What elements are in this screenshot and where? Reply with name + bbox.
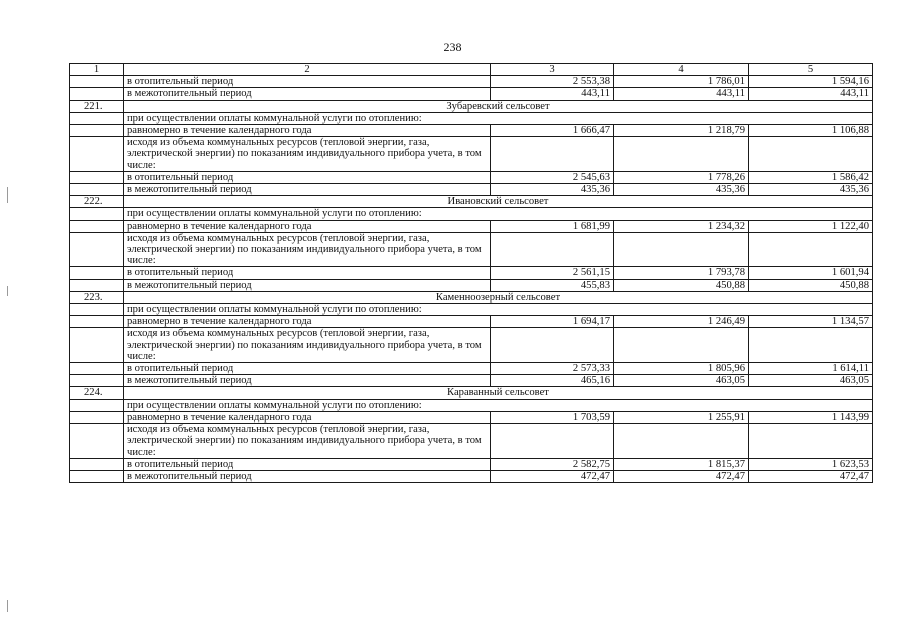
value-empty	[614, 232, 749, 267]
table-row	[70, 279, 873, 291]
section-row	[70, 100, 873, 112]
value-empty	[491, 137, 614, 172]
value-col-4: 1 805,96	[614, 363, 749, 375]
value-col-3: 465,16	[491, 375, 614, 387]
table-row	[70, 171, 873, 183]
note-row	[70, 112, 873, 124]
multiline-row	[70, 232, 873, 267]
row-number-empty	[70, 208, 124, 220]
row-number-empty	[70, 399, 124, 411]
row-label: исходя из объема коммунальных ресурсов (тепловой энергии, газа, электрической энергии) по показаниям индивидуального прибора учета, в том числе:	[124, 232, 491, 267]
header-row	[70, 64, 873, 76]
margin-mark	[7, 187, 8, 203]
row-number-empty	[70, 316, 124, 328]
note-row	[70, 304, 873, 316]
row-label: равномерно в течение календарного года	[124, 316, 491, 328]
row-number-empty	[70, 137, 124, 172]
value-col-3: 2 561,15	[491, 267, 614, 279]
value-col-4: 1 246,49	[614, 316, 749, 328]
multiline-row	[70, 137, 873, 172]
value-col-3: 1 703,59	[491, 411, 614, 423]
table-row	[70, 184, 873, 196]
row-number-empty	[70, 328, 124, 363]
value-col-4: 1 234,32	[614, 220, 749, 232]
row-label: в отопительный период	[124, 76, 491, 88]
row-number-empty	[70, 88, 124, 100]
row-number-empty	[70, 363, 124, 375]
row-label: в межотопительный период	[124, 279, 491, 291]
row-label: в межотопительный период	[124, 470, 491, 482]
row-label: при осуществлении оплаты коммунальной услуги по отоплению:	[124, 112, 873, 124]
table-row	[70, 76, 873, 88]
value-col-4: 463,05	[614, 375, 749, 387]
row-label: исходя из объема коммунальных ресурсов (тепловой энергии, газа, электрической энергии) по показаниям индивидуального прибора учета, в том числе:	[124, 328, 491, 363]
value-empty	[614, 424, 749, 459]
row-label: исходя из объема коммунальных ресурсов (тепловой энергии, газа, электрической энергии) по показаниям индивидуального прибора учета, в том числе:	[124, 424, 491, 459]
value-col-4: 1 786,01	[614, 76, 749, 88]
row-label: при осуществлении оплаты коммунальной услуги по отоплению:	[124, 208, 873, 220]
row-number-empty	[70, 267, 124, 279]
multiline-row	[70, 328, 873, 363]
header-col-1: 1	[70, 64, 124, 76]
value-col-5: 450,88	[749, 279, 873, 291]
value-col-5: 435,36	[749, 184, 873, 196]
table-row	[70, 316, 873, 328]
value-col-4: 1 255,91	[614, 411, 749, 423]
row-label: в отопительный период	[124, 267, 491, 279]
table-row	[70, 125, 873, 137]
value-col-5: 472,47	[749, 470, 873, 482]
value-col-4: 443,11	[614, 88, 749, 100]
value-col-5: 1 623,53	[749, 458, 873, 470]
row-label: равномерно в течение календарного года	[124, 220, 491, 232]
section-number: 224.	[70, 387, 124, 399]
value-empty	[491, 328, 614, 363]
row-number-empty	[70, 304, 124, 316]
value-col-5: 443,11	[749, 88, 873, 100]
value-col-5: 1 122,40	[749, 220, 873, 232]
section-row	[70, 291, 873, 303]
value-col-5: 1 586,42	[749, 171, 873, 183]
row-label: при осуществлении оплаты коммунальной услуги по отоплению:	[124, 304, 873, 316]
value-col-4: 435,36	[614, 184, 749, 196]
value-col-4: 1 778,26	[614, 171, 749, 183]
table-row	[70, 375, 873, 387]
value-col-3: 1 694,17	[491, 316, 614, 328]
row-number-empty	[70, 279, 124, 291]
row-number-empty	[70, 375, 124, 387]
header-col-3: 3	[491, 64, 614, 76]
note-row	[70, 208, 873, 220]
row-number-empty	[70, 411, 124, 423]
page-number: 238	[443, 40, 462, 54]
section-row	[70, 196, 873, 208]
value-col-3: 1 681,99	[491, 220, 614, 232]
table-row	[70, 458, 873, 470]
value-col-4: 450,88	[614, 279, 749, 291]
value-col-4: 1 815,37	[614, 458, 749, 470]
section-number: 222.	[70, 196, 124, 208]
value-col-5: 1 106,88	[749, 125, 873, 137]
value-col-3: 455,83	[491, 279, 614, 291]
value-empty	[491, 424, 614, 459]
table-row	[70, 88, 873, 100]
row-label: в межотопительный период	[124, 184, 491, 196]
value-empty	[749, 232, 873, 267]
value-empty	[749, 137, 873, 172]
margin-mark	[7, 286, 8, 296]
row-number-empty	[70, 76, 124, 88]
value-col-3: 2 553,38	[491, 76, 614, 88]
section-title: Караванный сельсовет	[124, 387, 873, 399]
table-row	[70, 220, 873, 232]
row-number-empty	[70, 125, 124, 137]
section-title: Зубаревский сельсовет	[124, 100, 873, 112]
value-col-3: 2 573,33	[491, 363, 614, 375]
row-number-empty	[70, 232, 124, 267]
value-empty	[749, 424, 873, 459]
value-col-5: 1 614,11	[749, 363, 873, 375]
header-col-2: 2	[124, 64, 491, 76]
table-row	[70, 363, 873, 375]
row-number-empty	[70, 184, 124, 196]
row-label: исходя из объема коммунальных ресурсов (тепловой энергии, газа, электрической энергии) по показаниям индивидуального прибора учета, в том числе:	[124, 137, 491, 172]
row-label: в межотопительный период	[124, 375, 491, 387]
row-label: в отопительный период	[124, 363, 491, 375]
value-col-4: 472,47	[614, 470, 749, 482]
header-col-4: 4	[614, 64, 749, 76]
value-col-3: 2 582,75	[491, 458, 614, 470]
row-label: в межотопительный период	[124, 88, 491, 100]
value-col-3: 472,47	[491, 470, 614, 482]
section-number: 223.	[70, 291, 124, 303]
value-col-5: 1 143,99	[749, 411, 873, 423]
value-col-5: 1 594,16	[749, 76, 873, 88]
section-row	[70, 387, 873, 399]
value-col-3: 1 666,47	[491, 125, 614, 137]
row-label: в отопительный период	[124, 458, 491, 470]
row-label: равномерно в течение календарного года	[124, 411, 491, 423]
note-row	[70, 399, 873, 411]
value-col-4: 1 218,79	[614, 125, 749, 137]
value-col-4: 1 793,78	[614, 267, 749, 279]
tariff-table	[69, 63, 873, 483]
row-label: равномерно в течение календарного года	[124, 125, 491, 137]
value-col-5: 463,05	[749, 375, 873, 387]
value-empty	[614, 137, 749, 172]
section-title: Ивановский сельсовет	[124, 196, 873, 208]
table-row	[70, 470, 873, 482]
section-title: Каменноозерный сельсовет	[124, 291, 873, 303]
value-col-5: 1 134,57	[749, 316, 873, 328]
row-number-empty	[70, 470, 124, 482]
row-number-empty	[70, 220, 124, 232]
value-col-3: 443,11	[491, 88, 614, 100]
header-col-5: 5	[749, 64, 873, 76]
value-col-5: 1 601,94	[749, 267, 873, 279]
row-number-empty	[70, 424, 124, 459]
table-row	[70, 267, 873, 279]
value-col-3: 2 545,63	[491, 171, 614, 183]
value-empty	[491, 232, 614, 267]
section-number: 221.	[70, 100, 124, 112]
row-label: в отопительный период	[124, 171, 491, 183]
value-empty	[614, 328, 749, 363]
margin-mark	[7, 600, 8, 612]
row-number-empty	[70, 458, 124, 470]
value-empty	[749, 328, 873, 363]
value-col-3: 435,36	[491, 184, 614, 196]
table-row	[70, 411, 873, 423]
row-number-empty	[70, 112, 124, 124]
row-number-empty	[70, 171, 124, 183]
row-label: при осуществлении оплаты коммунальной услуги по отоплению:	[124, 399, 873, 411]
multiline-row	[70, 424, 873, 459]
